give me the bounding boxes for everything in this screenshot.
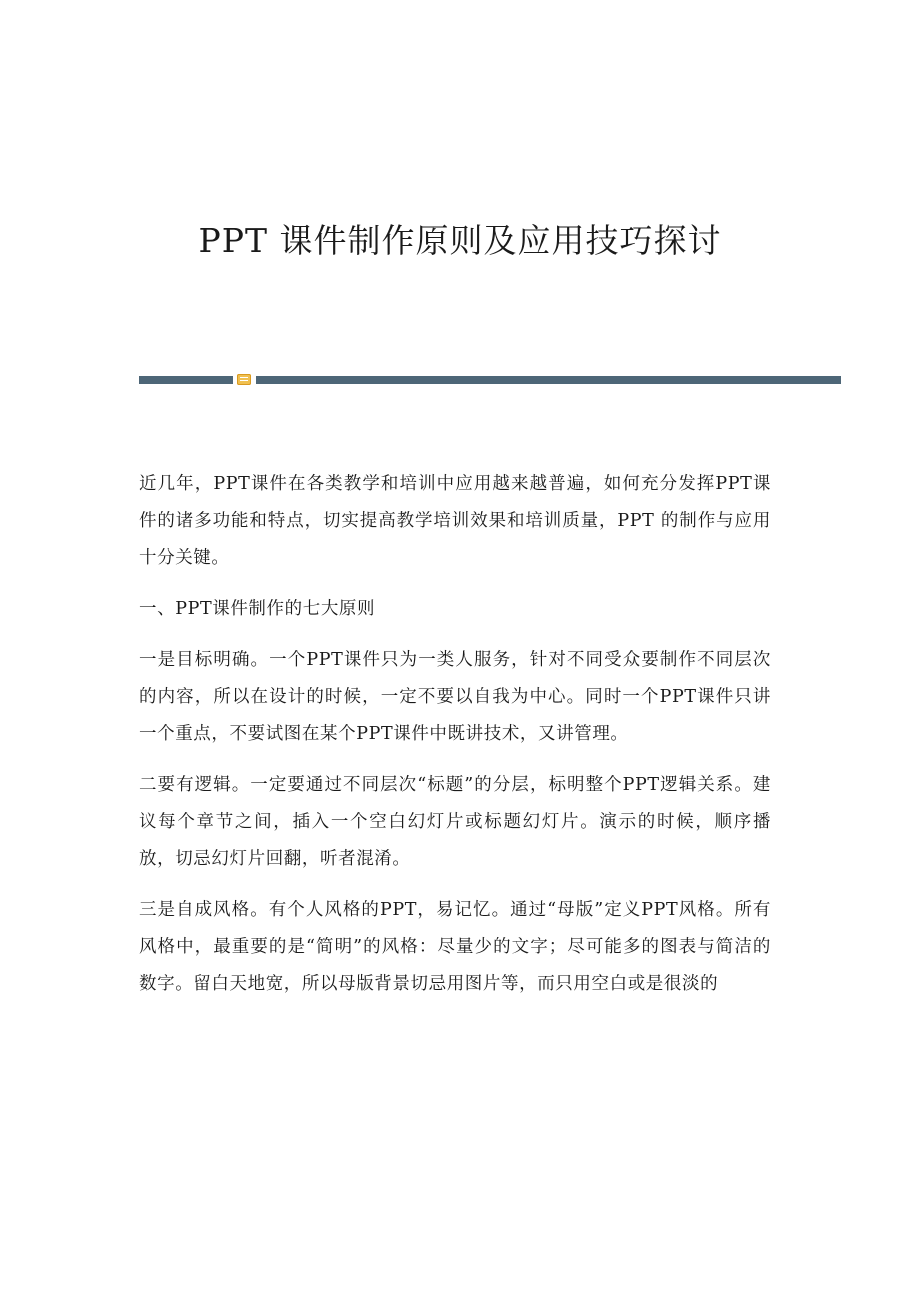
principle-paragraph-1: 一是目标明确。一个PPT课件只为一类人服务，针对不同受众要制作不同层次的内容，所以在设计的时候，一定不要以自我为中心。同时一个PPT课件只讲一个重点，不要试图在某个PPT课件中既讲技术，又讲管理。 [139, 650, 771, 744]
document-title: PPT 课件制作原则及应用技巧探讨 [198, 221, 722, 260]
divider-bar-left [139, 376, 233, 384]
principle-paragraph-2: 二要有逻辑。一定要通过不同层次“标题”的分层，标明整个PPT逻辑关系。建议每个章节之间，插入一个空白幻灯片或标题幻灯片。演示的时候，顺序播放，切忌幻灯片回翻，听者混淆。 [139, 775, 771, 869]
principle-paragraph-3: 三是自成风格。有个人风格的PPT，易记忆。通过“母版”定义PPT风格。所有风格中，最重要的是“简明”的风格：尽量少的文字；尽可能多的图表与简洁的数字。留白天地宽，所以母版背景切忌用图片等，而只用空白或是很淡的 [139, 900, 771, 994]
section-heading: 一、PPT课件制作的七大原则 [139, 599, 376, 619]
intro-paragraph: 近几年，PPT课件在各类教学和培训中应用越来越普遍，如何充分发挥PPT课件的诸多功能和特点，切实提高教学培训效果和培训质量，PPT 的制作与应用十分关键。 [139, 474, 771, 568]
document-body [139, 466, 771, 1007]
divider-bar-right [256, 376, 841, 384]
title-divider [139, 372, 841, 386]
divider-emblem-icon [237, 374, 251, 385]
